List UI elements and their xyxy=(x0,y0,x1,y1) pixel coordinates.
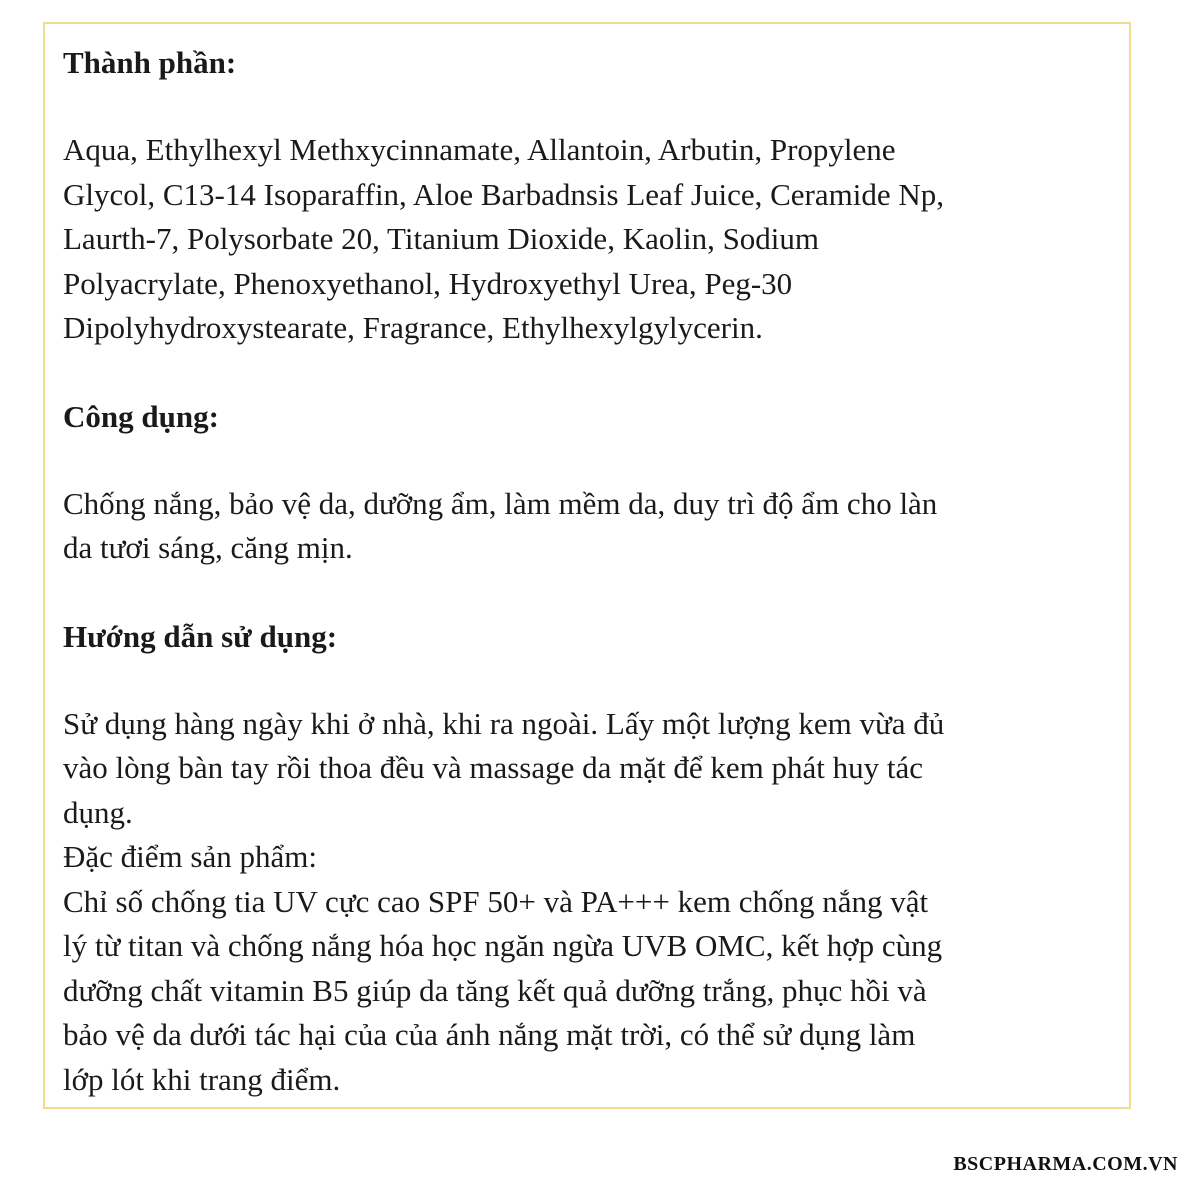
instructions-heading: Hướng dẫn sử dụng: xyxy=(63,618,338,654)
site-watermark: BSCPHARMA.COM.VN xyxy=(953,1153,1178,1175)
ingredients-text: Aqua, Ethylhexyl Methxycinnamate, Allantoin, Arbutin, Propylene Glycol, C13-14 Isoparaffin, Aloe Barbadnsis Leaf Juice, Ceramide Np, Laurth-7, Polysorbate 20, Titanium Dioxide, Kaolin, Sodium Polyacrylate, Phenoxyethanol, Hydroxyethyl Urea, Peg-30 Dipolyhydroxystearate, Fragrance, Ethylhexylgylycerin. xyxy=(63,132,944,345)
uses-text: Chống nắng, bảo vệ da, dưỡng ẩm, làm mềm da, duy trì độ ẩm cho làn da tươi sáng, căng mịn. xyxy=(63,485,938,565)
uses-heading: Công dụng: xyxy=(63,398,219,434)
product-info-panel xyxy=(43,22,1131,1109)
features-text: Chỉ số chống tia UV cực cao SPF 50+ và PA+++ kem chống nắng vật lý từ titan và chống nắng hóa học ngăn ngừa UVB OMC, kết hợp cùng dưỡng chất vitamin B5 giúp da tăng kết quả dưỡng trắng, phục hồi và bảo vệ da dưới tác hại của của ánh nắng mặt trời, có thể sử dụng làm lớp lót khi trang điểm. xyxy=(63,883,943,1097)
features-label: Đặc điểm sản phẩm: xyxy=(63,839,317,874)
instructions-text: Sử dụng hàng ngày khi ở nhà, khi ra ngoài. Lấy một lượng kem vừa đủ vào lòng bàn tay rồi thoa đều và massage da mặt để kem phát huy tác dụng. xyxy=(63,705,945,830)
ingredients-heading: Thành phần: xyxy=(63,45,237,80)
